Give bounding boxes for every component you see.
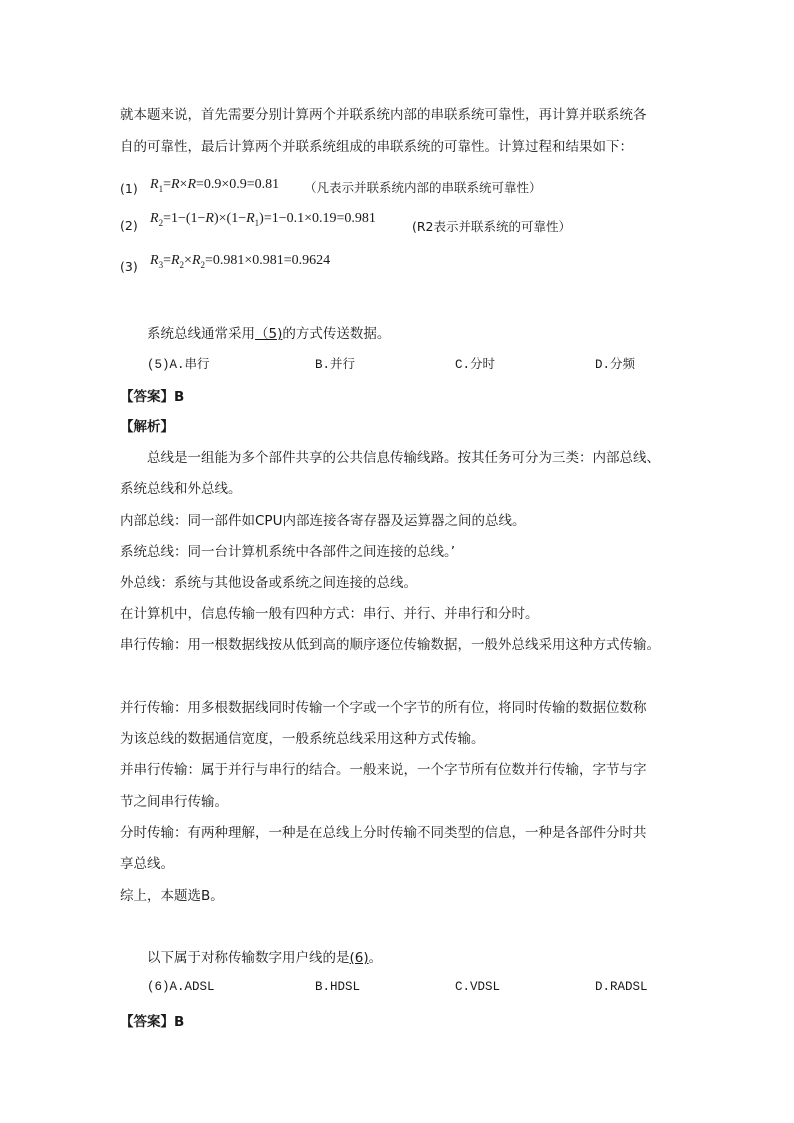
- q5-answer: 【答案】B: [120, 389, 185, 405]
- analysis-line-14: 综上，本题选B。: [120, 888, 224, 904]
- q6-option-a: (6)A.ADSL: [147, 980, 215, 994]
- equation-2-note: (R2表示并联系统的可靠性）: [412, 219, 572, 234]
- analysis-line-9: 为该总线的数据通信宽度，一般系统总线采用这种方式传输。: [120, 731, 485, 747]
- q6-option-d: D.RADSL: [595, 980, 648, 994]
- intro-line-2: 自的可靠性，最后计算两个并联系统组成的串联系统的可靠性。计算过程和结果如下：: [120, 139, 633, 155]
- equation-1-note: （凡表示并联系统内部的串联系统可靠性）: [304, 180, 542, 195]
- analysis-line-7: 串行传输：用一根数据线按从低到高的顺序逐位传输数据，一般外总线采用这种方式传输。: [120, 637, 660, 653]
- equation-1: $R_1=R\times R=0.9\times 0.9=0.81$: [150, 177, 280, 194]
- analysis-line-13: 享总线。: [120, 856, 174, 872]
- analysis-line-11: 节之间串行传输。: [120, 794, 228, 810]
- q5-option-c: C.分时: [455, 358, 496, 372]
- question-5-blank: （5): [255, 326, 283, 342]
- intro-line-1: 就本题来说，首先需要分别计算两个并联系统内部的串联系统可靠性，再计算并联系统各: [120, 107, 647, 123]
- analysis-line-3: 内部总线：同一部件如CPU内部连接各寄存器及运算器之间的总线。: [120, 513, 526, 529]
- analysis-line-5: 外总线：系统与其他设备或系统之间连接的总线。: [120, 575, 417, 591]
- analysis-line-4: 系统总线：同一台计算机系统中各部件之间连接的总线。’: [120, 544, 456, 560]
- analysis-line-12: 分时传输：有两种理解，一种是在总线上分时传输不同类型的信息，一种是各部件分时共: [120, 825, 647, 841]
- analysis-line-2: 系统总线和外总线。: [120, 481, 242, 497]
- question-6-blank: (6): [349, 950, 369, 966]
- q6-option-b: B.HDSL: [315, 980, 361, 994]
- question-5-stem: 系统总线通常采用（5)的方式传送数据。: [147, 326, 391, 342]
- q5-option-a: (5)A.串行: [147, 358, 210, 372]
- analysis-line-1: 总线是一组能为多个部件共享的公共信息传输线路。按其任务可分为三类：内部总线、: [147, 450, 660, 466]
- equation-1-number: (1): [120, 181, 138, 196]
- q6-option-c: C.VDSL: [455, 980, 501, 994]
- q6-answer: 【答案】B: [120, 1014, 185, 1030]
- equation-2-number: (2): [120, 218, 138, 233]
- q5-option-b: B.并行: [315, 358, 356, 372]
- equation-3: $R_3=R_2\times R_2=0.981\times 0.981=0.9624$: [150, 253, 331, 270]
- analysis-line-6: 在计算机中，信息传输一般有四种方式：串行、并行、并串行和分时。: [120, 606, 539, 622]
- analysis-line-8: 并行传输：用多根数据线同时传输一个字或一个字节的所有位，将同时传输的数据位数称: [120, 700, 647, 716]
- q5-analysis-title: 【解析】: [120, 419, 174, 435]
- question-6-stem: 以下属于对称传输数字用户线的是(6)。: [147, 950, 383, 966]
- equation-3-number: (3): [120, 259, 138, 274]
- equation-2: $R_2=1-(1-R)\times(1-R_1)=1-0.1\times 0.19=0.981$: [150, 211, 376, 228]
- analysis-line-10: 并串行传输：属于并行与串行的结合。一般来说，一个字节所有位数并行传输，字节与字: [120, 762, 647, 778]
- q5-option-d: D.分频: [595, 358, 636, 372]
